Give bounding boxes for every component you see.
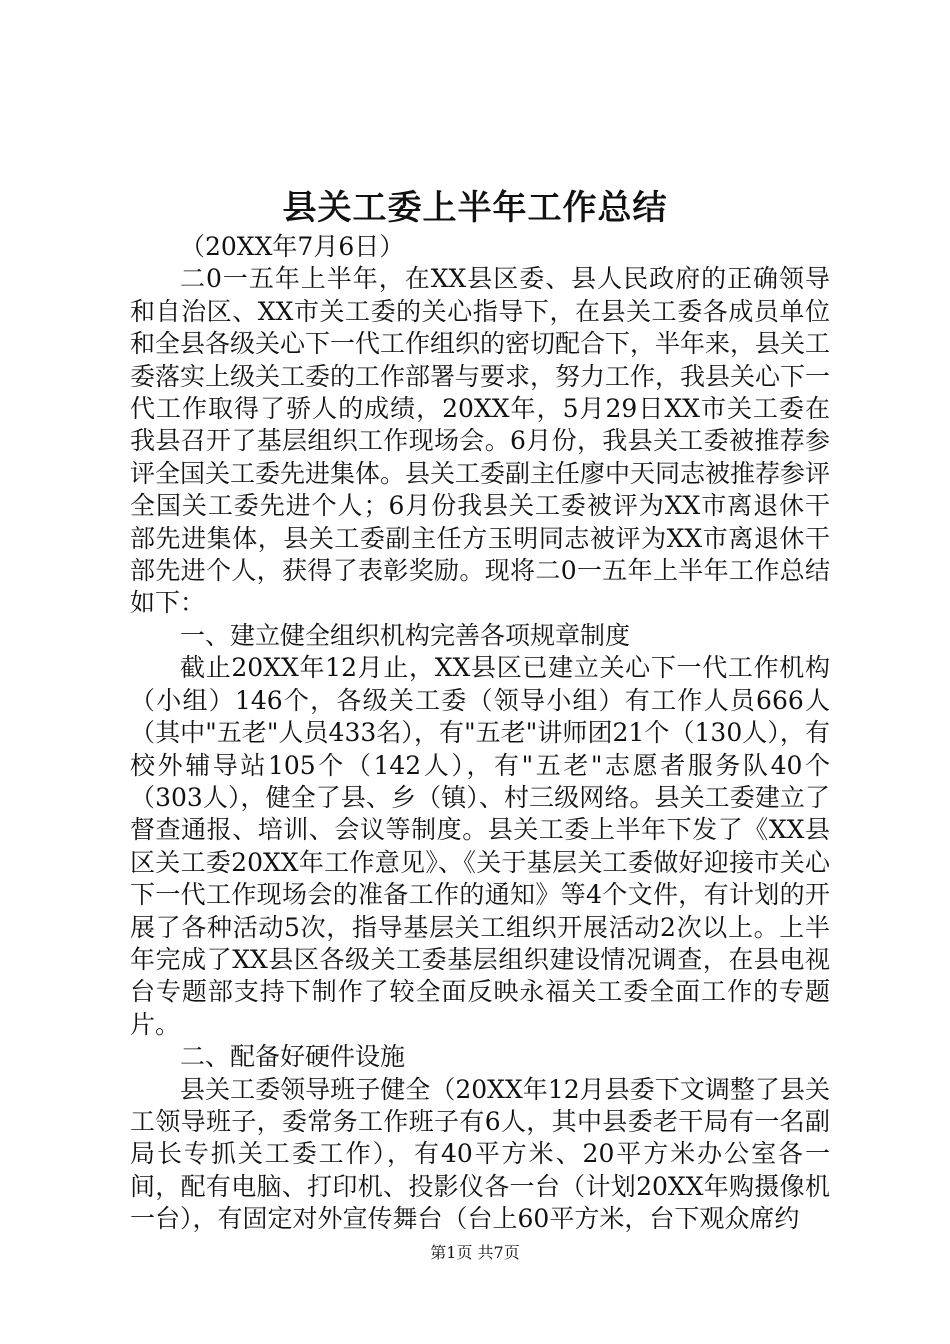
date-line: （20XX年7月6日） — [180, 232, 405, 261]
section-heading-2: 二、配备好硬件设施 — [180, 1042, 406, 1072]
section-heading-1: 一、建立健全组织机构完善各项规章制度 — [180, 620, 631, 650]
paragraph-intro: 二0一五年上半年，在XX县区委、县人民政府的正确领导和自治区、XX市关工委的关心指导下，在县关工委各成员单位和全县各级关心下一代工作组织的密切配合下，半年来，县关工委落实上级关工委的工作部署与要求，努力工作，我县关心下一代工作取得了骄人的成绩，20XX年，5月29日XX市关工委在我县召开了基层组织工作现场会。6月份，我县关工委被推荐参评全国关工委先进集体。县关工委副主任廖中天同志被推荐参评全国关工委先进个人；6月份我县关工委被评为XX市离退休干部先进集体，县关工委副主任方玉明同志被评为XX市离退休干部先进个人，获得了表彰奖励。现将二0一五年上半年工作总结如下： — [130, 264, 831, 618]
paragraph-section-2: 县关工委领导班子健全（20XX年12月县委下文调整了县关工领导班子，委常务工作班子有6人，其中县委老干局有一名副局长专抓关工委工作），有40平方米、20平方米办公室各一间，配有电脑、打印机、投影仪各一台（计划20XX年购摄像机一台），有固定对外宣传舞台（台上60平方米，台下观众席约 — [130, 1074, 830, 1234]
paragraph-section-1: 截止20XX年12月止，XX县区已建立关心下一代工作机构（小组）146个，各级关工委（领导小组）有工作人员666人（其中"五老"人员433名），有"五老"讲师团21个（130人），有校外辅导站105个（142人），有"五老"志愿者服务队40个（303人），健全了县、乡（镇）、村三级网络。县关工委建立了督查通报、培训、会议等制度。县关工委上半年下发了《XX县区关工委20XX年工作意见》、《关于基层关工委做好迎接市关心下一代工作现场会的准备工作的通知》等4个文件，有计划的开展了各种活动5次，指导基层关工组织开展活动2次以上。上半年完成了XX县区各级关工委基层组织建设情况调查，在县电视台专题部支持下制作了较全面反映永福关工委全面工作的专题片。 — [130, 653, 830, 1039]
document-title: 县关工委上半年工作总结 — [282, 188, 668, 228]
page-indicator: 第1页 共7页 — [430, 1243, 520, 1262]
document-body — [130, 231, 830, 1236]
